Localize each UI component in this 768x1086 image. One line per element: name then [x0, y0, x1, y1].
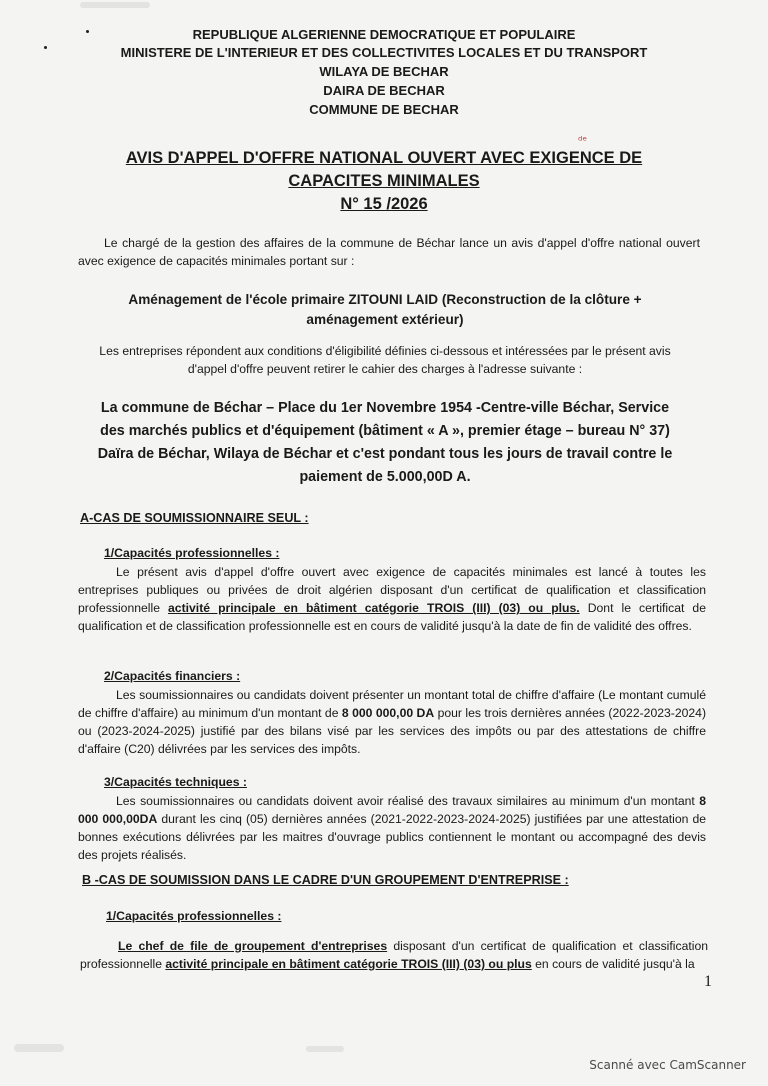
section-a-prof-text: Le présent avis d'appel d'offre ouvert avec exigence de capacités minimales est lancé à toutes les entreprises publiques ou privées de droit algérien disposant d'un certificat de qualification et classification professionnelle activité principale en bâtiment catégorie TROIS (III) (03) ou plus. Dont le certificat de qualification et de classification professionnelle est en cours de validité jusqu'à la date de fin de validité des offres.	[78, 565, 706, 633]
scan-smudge	[14, 1044, 64, 1052]
section-b-prof-text: Le chef de file de groupement d'entreprises disposant d'un certificat de qualification et classification professionnelle activité principale en bâtiment catégorie TROIS (III) (03) ou plus en cours de validité jusqu'à la	[80, 939, 709, 971]
section-a-tech-text: Les soumissionnaires ou candidats doivent avoir réalisé des travaux similaires au minimum d'un montant 8 000 000,00DA durant les cinq (05) dernières années (2021-2022-2023-2024-2025) justifiées par une attestation de bonnes exécutions délivrées par les maitres d'ouvrage publics contiennent le montant ou accompagné des devis des projets réalisés.	[78, 794, 706, 862]
scanner-watermark: Scanné avec CamScanner	[589, 1058, 746, 1072]
section-b-heading: B -CAS DE SOUMISSION DANS LE CADRE D'UN GROUPEMENT D'ENTREPRISE :	[82, 873, 569, 887]
section-a-fin-heading: 2/Capacités financiers :	[104, 669, 241, 683]
header-wilaya: WILAYA DE BECHAR	[319, 64, 449, 79]
title-line-2: CAPACITES MINIMALES	[288, 172, 480, 190]
category-requirement: activité principale en bâtiment catégorie TROIS (III) (03) ou plus.	[168, 601, 580, 615]
tender-number: N° 15 /2026	[340, 195, 428, 213]
header-commune: COMMUNE DE BECHAR	[309, 102, 459, 117]
header-daira: DAIRA DE BECHAR	[323, 83, 445, 98]
section-a-heading: A-CAS DE SOUMISSIONNAIRE SEUL :	[80, 511, 309, 525]
project-title: Aménagement de l'école primaire ZITOUNI LAID (Reconstruction de la clôture + aménagement extérieur)	[128, 292, 642, 327]
header-republic: REPUBLIQUE ALGERIENNE DEMOCRATIQUE ET POPULAIRE	[192, 27, 576, 42]
scan-smudge	[80, 2, 150, 8]
title-line-1: AVIS D'APPEL D'OFFRE NATIONAL OUVERT AVEC EXIGENCE DE	[125, 149, 643, 167]
page-number: 1	[704, 973, 712, 990]
technical-amount: 8 000 000,00DA	[78, 794, 706, 826]
category-requirement-group: activité principale en bâtiment catégorie TROIS (III) (03) ou plus	[165, 957, 532, 971]
intro-paragraph: Le chargé de la gestion des affaires de la commune de Béchar lance un avis d'appel d'offre national ouvert avec exigence de capacités minimales portant sur :	[78, 236, 700, 268]
financial-amount: 8 000 000,00 DA	[341, 706, 435, 720]
section-a-tech-heading: 3/Capacités techniques :	[104, 775, 247, 789]
lead-company: Le chef de file de groupement d'entreprises	[118, 939, 388, 953]
withdrawal-address: La commune de Béchar – Place du 1er Novembre 1954 -Centre-ville Béchar, Service des marchés publics et d'équipement (bâtiment « A », premier étage – bureau N° 37) Daïra de Béchar, Wilaya de Béchar et c'est pondant tous les jours de travail contre le paiement de 5.000,00D A.	[97, 400, 673, 485]
section-b-prof-heading: 1/Capacités professionnelles :	[106, 909, 282, 923]
scan-smudge	[306, 1046, 344, 1052]
handwritten-correction: ᵈᵉ	[578, 134, 588, 147]
section-a-prof-heading: 1/Capacités professionnelles :	[104, 546, 280, 560]
eligibility-paragraph: Les entreprises répondent aux conditions d'éligibilité définies ci-dessous et intéressées par le présent avis d'appel d'offre peuvent retirer le cahier des charges à l'adresse suivante :	[99, 344, 671, 376]
header-ministry: MINISTERE DE L'INTERIEUR ET DES COLLECTIVITES LOCALES ET DU TRANSPORT	[120, 45, 648, 60]
section-a-fin-text: Les soumissionnaires ou candidats doivent présenter un montant total de chiffre d'affaire (Le montant cumulé de chiffre d'affaire) au minimum d'un montant de 8 000 000,00 DA pour les trois dernières années (2022-2023-2024) ou (2023-2024-2025) justifié par des bilans visé par les services des impôts ou par des attestations de chiffre d'affaire (C20) délivrées par les services des impôts.	[78, 688, 707, 756]
